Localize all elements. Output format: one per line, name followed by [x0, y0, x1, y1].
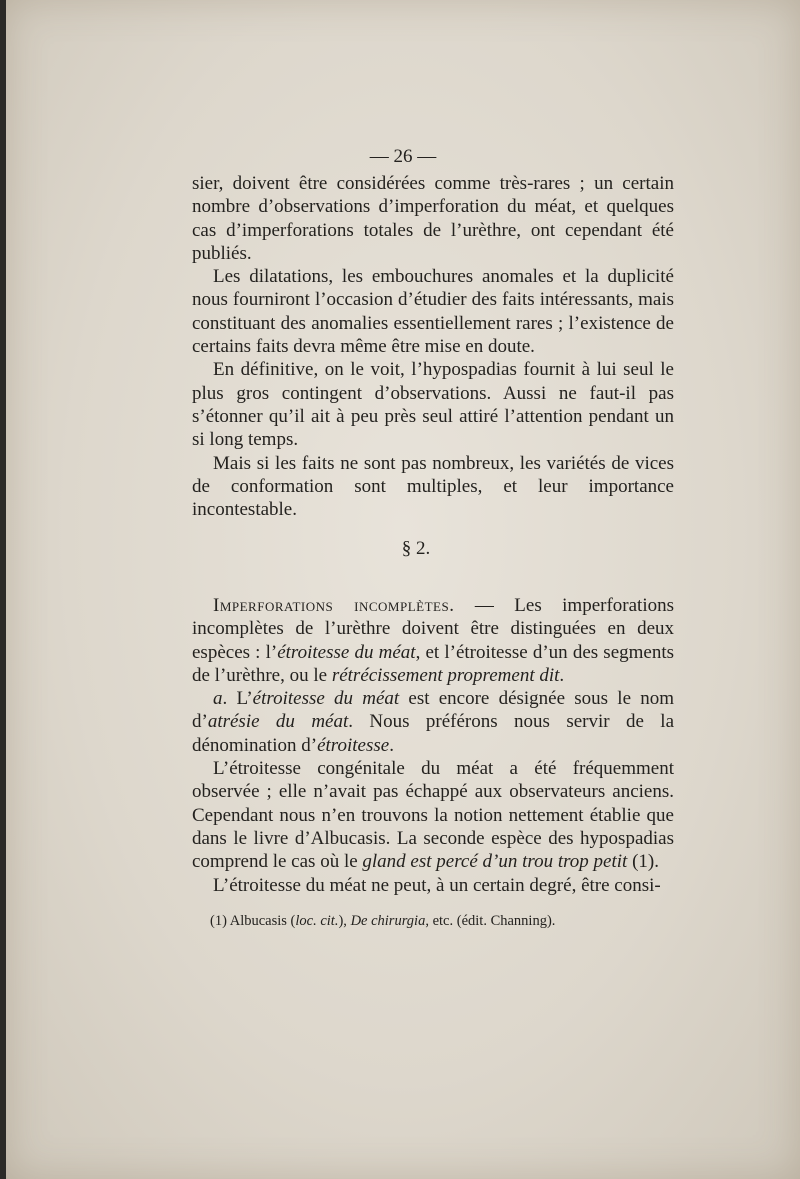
- text-run: (1) Albucasis (: [210, 913, 296, 929]
- text-run: , et l’étroitesse d’un des segments de l’urèthre, ou le: [192, 641, 675, 686]
- page-number: — 26 —: [369, 146, 437, 167]
- text-run: Mais si les faits ne sont pas nombreux, les variétés de vices de conformation sont multiples, et leur importance incontestable.: [192, 452, 674, 521]
- italic-text: étroitesse du méat: [252, 688, 400, 710]
- text-run: L’étroitesse congénitale du méat a été fréquemment observée ; elle n’avait pas échappé aux observateurs anciens. Cependant nous n’en trouvons la notion nettement établie que dans le livre d’Albucasis. La seconde espèce des hypospadias comprend le cas où le: [192, 758, 674, 873]
- text-run: , etc. (édit. Channing).: [425, 913, 556, 929]
- book-page: [6, 0, 800, 1179]
- text-run: .: [389, 734, 394, 756]
- text-run: sier, doivent être considérées comme très-rares ; un certain nombre d’observations d’imperforation du méat, et quelques cas d’imperforations totales de l’urèthre, ont cependant été publiés.: [192, 173, 674, 264]
- italic-text: étroitesse du méat: [277, 641, 416, 663]
- paragraph: [192, 358, 674, 451]
- text-run: . Nous préférons nous servir de la dénomination d’: [192, 711, 675, 756]
- paragraph: [192, 874, 674, 897]
- paragraph: [192, 452, 674, 522]
- text-run: En définitive, on le voit, l’hypospadias fournit à lui seul le plus gros contingent d’observations. Aussi ne faut-il pas s’étonner qu’il ait à peu près seul attiré l’attention pendant un si long temps.: [192, 359, 674, 451]
- text-run: ),: [338, 913, 351, 929]
- italic-text: loc. cit.: [295, 913, 339, 929]
- body-text-upper: [192, 172, 674, 521]
- body-text-lower: [192, 594, 674, 897]
- paragraph: [192, 265, 674, 358]
- paragraph: [192, 757, 674, 873]
- italic-text: gland est percé d’un trou trop petit: [362, 851, 628, 873]
- text-run: L’étroitesse du méat ne peut, à un certain degré, être consi-: [213, 874, 661, 896]
- section-heading: § 2.: [401, 538, 431, 559]
- text-run: . L’: [222, 688, 253, 710]
- italic-text: atrésie du méat: [207, 711, 349, 733]
- text-run: — Les imperforations incomplètes de l’urèthre doivent être distinguées en deux espèces : l’: [192, 595, 674, 663]
- paragraph: [192, 172, 674, 265]
- italic-text: rétrécissement proprement dit: [331, 664, 560, 686]
- run-in-heading: Imperforations incomplètes.: [213, 595, 455, 616]
- italic-text: De chirurgia: [350, 913, 426, 929]
- italic-text: étroitesse: [317, 734, 390, 756]
- text-run: est encore désignée sous le nom d’: [192, 688, 674, 733]
- italic-text: a: [213, 688, 223, 710]
- text-run: .: [559, 664, 565, 686]
- footnote: [210, 913, 680, 930]
- text-run: Les dilatations, les embouchures anomales et la duplicité nous fourniront l’occasion d’étudier des faits intéressants, mais constituant des anomalies essentiellement rares ; l’existence de certains faits devra même être mise en doute.: [192, 266, 674, 358]
- text-run: (1).: [627, 851, 659, 873]
- paragraph: [192, 687, 674, 757]
- paragraph: [192, 594, 674, 687]
